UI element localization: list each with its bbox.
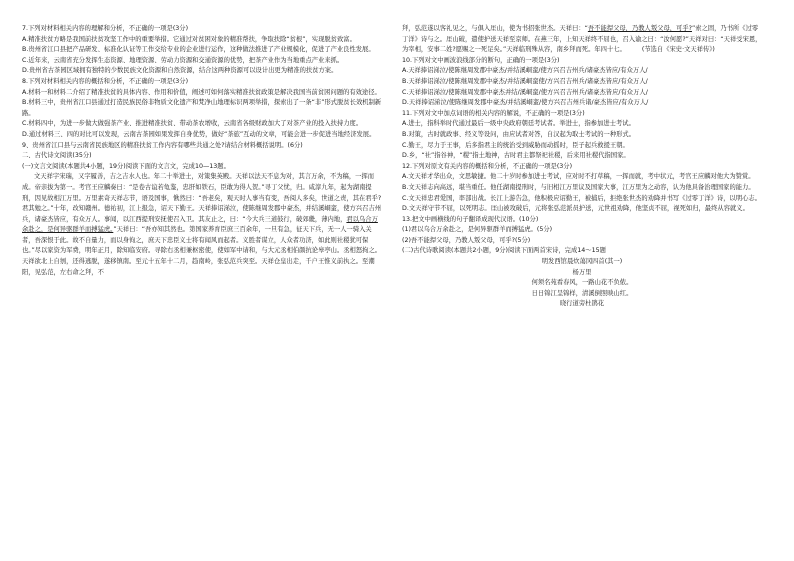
subsection-2-heading: (二)古代诗歌阅读(本题共2小题，9分)阅读下面两首宋诗，完成14～15题: [402, 247, 606, 255]
right-column: [402, 24, 762, 310]
section-2-heading: 二、古代诗文阅读(35分): [22, 152, 92, 160]
q10-option-c: C.天祥捧诏涕泣/使陈继周发郡中豪杰并结/溪峒蛮/使方兴召吉州兵/诸豪杰皆应/有众万人/: [402, 88, 648, 96]
q8-option-d: D.通过材料三、四的对比可以发现，云南古茶园如果发挥自身优势，做好“茶旅”互动的文章，可能会进一步促进当地经济发展。: [22, 130, 376, 138]
q7-option-c: C.近年来，云南省充分发挥生态资源、地理资源、劳动力资源和交通资源的优势，把茶产业作为当地重点产业来抓。: [22, 56, 344, 64]
q12-option-a: A.文天祥才华出众，文思敏捷。他二十岁时参加进士考试，应对时不打草稿，一挥而就，考中状元，考官王应麟对他大为赞赏。: [402, 173, 755, 181]
q10-option-a: A.天祥捧诏涕泣/使陈继周发郡中豪杰/并结溪峒蛮/使方兴召吉州兵/诸豪杰皆应/有众万人/: [402, 67, 648, 75]
q10-stem: 10.下列对文中画波浪线部分的断句，正确的一项是(3分): [402, 56, 560, 64]
q13-stem: 13.把文中画横线的句子翻译成现代汉语。(10分): [402, 215, 539, 223]
passage-part-2: ”天祥曰：“吾亦知其然也。第国家养育臣庶三百余年，一旦有急，征天下兵，无一人一骑入关者，吾深恨于此。故不自量力，而以身徇之，庶天下忠臣义士将有闻风而起者。义胜者谋立，人众者功济，如此则社稷犹可保也。”尽以家资为军费，明年正月，除知临安府。寻除右丞相兼枢密使，使如军中请和，与大元丞相伯颜抗论皋亭山。丞相怒拘之。天祥欲北上自刎，还得逃脱，遂移镇南。至元十五年十二月，趋南岭，张弘范兵突至。天祥仓皇出走，千户王惟义前执之。至潮阳，见弘范，左右命之拜，不: [22, 226, 382, 276]
q8-option-c: C.材料四中，为进一步做大做强茶产业、推进精准扶贫、带动茶农增收，云南省各级财政加大了对茶产业的投入扶持力度。: [22, 120, 363, 128]
q8-option-a: A.材料一和材料二介绍了精准扶贫的具体内容、作用和价值，阐述可如何落实精准扶贫政策是解决我国当前贫困问题的有效途径。: [22, 88, 381, 96]
left-column: [22, 24, 382, 278]
poem-1-title: 明发西馆晨炊蔼冈四首(其一): [541, 258, 623, 266]
q7-option-d: D.贵州省古茶园区域拥有独特的少数民族文化资源和自然资源，结合这两种资源可以设计出更为精准的扶贫方案。: [22, 67, 338, 75]
q13-item-2: (2)吾不能捍父母，乃教人叛父母，可乎?(5分): [402, 236, 531, 244]
q10-option-b: B.天祥捧诏涕泣/使陈继周发郡中豪杰/并结溪峒蛮使/方兴召吉州兵/诸豪杰皆应/有众万人/: [402, 77, 648, 85]
q12-option-c: C.文天祥忠君爱国，率部出战。长江上游告急，他积极应诏勤王，被捕后，拒绝张世杰的劝降并书写《过零丁洋》诗，以明心志。: [402, 194, 762, 202]
passage-paragraph: [22, 172, 382, 278]
q13-item-1: (1)君以乌合万余赴之，是何异驱群羊而搏猛虎。(5分): [402, 226, 553, 234]
poem-1-author: 杨万里: [572, 268, 592, 276]
q8-option-b: B.材料三中，贵州省江口县通过打造民族民俗非物质文化遗产和梵净山地理标识两项举措，探索出了一条“非”形式脱贫长效机制新路。: [22, 99, 382, 117]
passage-part-3: 拜，弘范遂以客礼见之，与俱入厓山，使为书招张世杰。天祥曰：“: [402, 25, 588, 32]
q7-option-a: A.精准扶贫方略是我国前扶贫攻坚工作中的重要举措。它通过对贫困对象的精准帮扶，争取扶除“贫根”，实现脱贫致富。: [22, 35, 356, 43]
q11-option-a: A.进士，指科举时代通过最后一级中央政府朝廷考试者。举进士，指参加进士考试。: [402, 120, 635, 128]
q8-stem: 8.下列对材料相关内容的概括和分析，不正确的一项是(3分): [22, 77, 189, 85]
q10-option-d: D.天祥捧诏涕泣/使陈继周发郡中豪杰/并结溪峒蛮/使方兴召吉州兵诸/豪杰皆应/有众万人/: [402, 99, 649, 107]
passage-part-4: ”索之固，乃书所《过零丁洋》诗与之。厓山破，遣使护送天祥至京师。在燕三年，上知天祥终不屈也，召入谕之曰：“汝何愿?”天祥对曰：“天祥受宋恩，为宰相，安事二姓?愿赐之一死足矣。”天祥临刑殊从容，南乡拜而死。年四十七。: [402, 25, 762, 54]
q7-option-b: B.贵州省江口县把产品研发、标准化认证等工作交给专业的企业进行运作，这种做法推进了产业规模化，促进了产业良性发展。: [22, 46, 375, 54]
passage-source: (节选自《宋史·文天祥传》): [641, 46, 715, 54]
q9: 9、贵州省江口县与云南省民族地区的精准扶贫工作内容有哪些共通之处?请结合材料概括说明。(6分): [22, 141, 303, 149]
q7-stem: 7.下列对材料相关内容的理解和分析，不正确的一项是(3分): [22, 25, 189, 32]
q11-option-b: B.对策，古时就政事、经义等设问，由应试者对答，自汉起为取士考试的一种形式。: [402, 130, 636, 138]
passage-part-1: 文天祥字宋瑞，又字履善，吉之吉水人也。年二十举进士，对策集英殿。天祥以法天不息为对，其言万余，不为稿，一挥而成。帝亲拔为第一。考官王应麟奏曰：“是卷古谊若龟鉴，忠肝如铁石，臣敢为得人贺。”寻丁父忧，归。咸淳九年，起为湖南提刑，因见故相江万里。万里素奇天祥志节，语及国事，愀然曰：“吾老矣，观天时人事当有变，吾阅人多矣，世道之责，其在君乎?君其勉之。”十年，改知赣州。德祐初，江上报急，诏天下勤王。天祥捧诏涕泣，使陈继周发郡中豪杰，并结溪峒蛮，使方兴召吉州兵，诸豪杰皆应，有众万人。事闻，以江西提刑安抚使召入卫。其友止之，曰：“今大兵三道鼓行，破郊畿，薄内地，: [22, 173, 382, 223]
underlined-sentence-2: 吾不能捍父母，乃教人叛父母，可乎?: [587, 25, 692, 32]
poem-1-line-2: 日日锦江呈锦样，清溪倒照映山红。: [531, 289, 633, 297]
underlined-sentence-1: 君以乌合万余赴之，是何异驱群羊而搏猛虎。: [22, 215, 378, 234]
subsection-1-heading: (一)文言文阅读(本题共4小题，19分)阅读下面的文言文，完成10—13题。: [22, 162, 230, 170]
q11-option-d: D.乡，“社”指谷神，“稷”指土地神，古时君主都祭祀社稷，后来用社稷代指国家。: [402, 152, 630, 160]
poem-2-title: 晓行道旁杜鹃花: [559, 300, 605, 308]
q11-option-c: C.勤王，尽力于王事，后多指君主的统治受到威胁而动摇时，臣子起兵救援王朝。: [402, 141, 629, 149]
q11-stem: 11.下列对文中加点词语的相关内容的解说，不正确的一项是(3分): [402, 109, 585, 117]
q12-option-b: B.文天祥志向高远，堪当重任。他任湖南提刑时，与旧相江万里议及国家大事，江万里为之动容，认为他具备治理国家的能力。: [402, 183, 755, 191]
passage-continued: [402, 24, 762, 56]
poem-1-line-1: 何须名苑看春风，一路山花不负侬。: [531, 279, 633, 287]
q12-stem: 12.下列对原文有关内容的概括和分析，不正确的一项是(3分): [402, 162, 573, 170]
q12-option-d: D.文天祥守节不屈，以死明志。厓山被攻破后，元将张弘范派员护送，元世祖劝降，他坚贞不屈，视死如归，最终从容就义。: [402, 205, 749, 213]
